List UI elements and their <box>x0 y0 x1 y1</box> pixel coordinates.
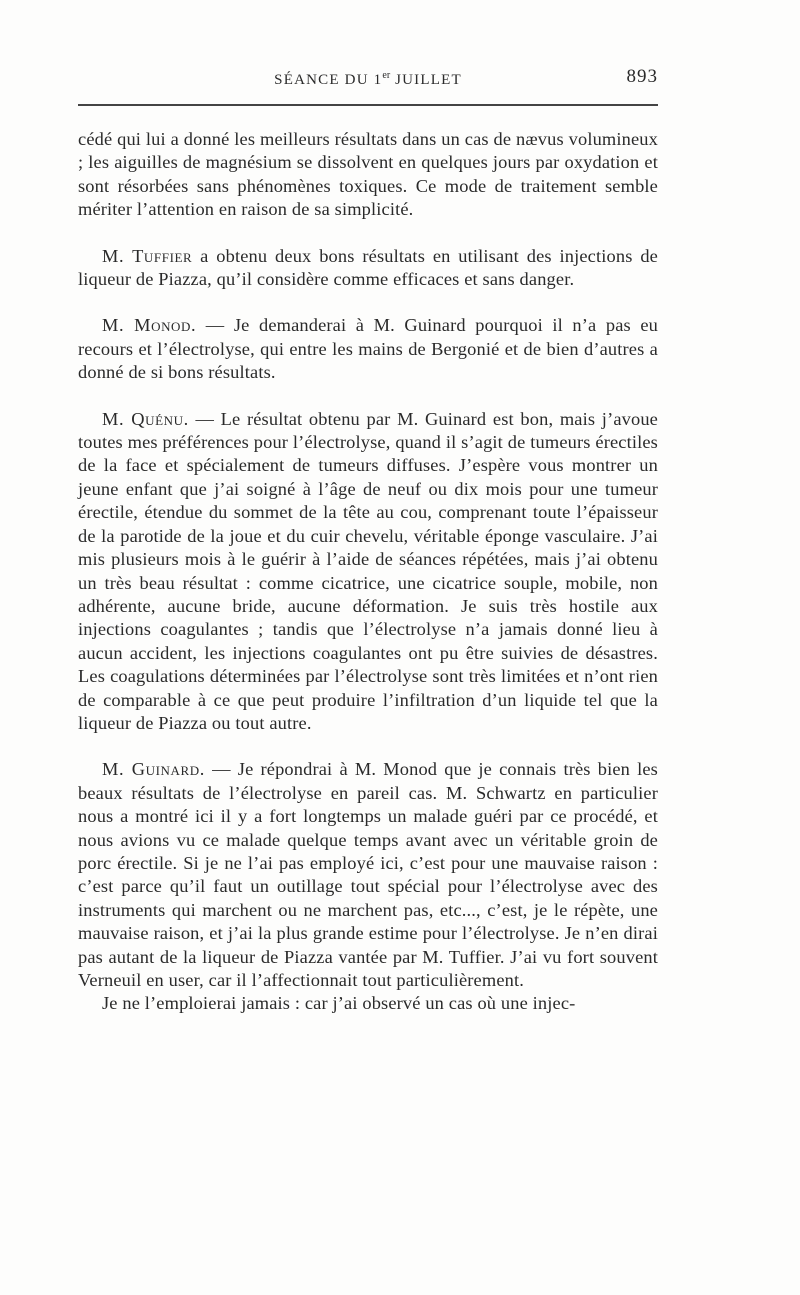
paragraph-continuation <box>78 128 658 222</box>
paragraph-text: a obtenu deux bons résultats en utilisant des injections de liqueur de Piazza, qu’il considère comme efficaces et sans danger. <box>78 245 658 290</box>
running-head-prefix: SÉANCE DU 1 <box>274 72 383 88</box>
speaker-name: M. Guinard. <box>102 759 205 780</box>
paragraph-guinard-continued <box>78 992 658 1015</box>
paragraph-tuffier <box>78 245 658 292</box>
paragraph-text: cédé qui lui a donné les meilleurs résultats dans un cas de nævus volumineux ; les aiguilles de magnésium se dissolvent en quelques jours par oxydation et sont résorbées sans phénomènes toxiques. Ce mode de traitement semble mériter l’attention en raison de sa simplicité. <box>78 129 658 220</box>
paragraph-monod <box>78 314 658 384</box>
speaker-name: M. Tuffier <box>102 245 193 266</box>
page-number: 893 <box>626 66 658 87</box>
speaker-name: M. Quénu. <box>102 408 189 429</box>
header-rule <box>78 104 658 106</box>
speaker-name: M. Monod. <box>102 315 197 336</box>
paragraph-quenu <box>78 408 658 736</box>
running-head <box>78 70 658 89</box>
running-head-superscript: er <box>382 70 391 81</box>
paragraph-guinard <box>78 758 658 992</box>
paragraph-text: Je ne l’emploierai jamais : car j’ai observé un cas où une injec- <box>102 993 576 1014</box>
body-text <box>78 128 658 1016</box>
running-head-suffix: JUILLET <box>395 72 462 88</box>
paragraph-text: — Je demanderai à M. Guinard pourquoi il n’a pas eu recours et l’électrolyse, qui entre les mains de Bergonié et de bien d’autres a donné de si bons résultats. <box>78 315 658 383</box>
paragraph-text: — Le résultat obtenu par M. Guinard est bon, mais j’avoue toutes mes préférences pour l’électrolyse, quand il s’agit de tumeurs érectiles de la face et spécialement de tumeurs diffuses. J’espère vous montrer un jeune enfant que j’ai soigné à l’âge de neuf ou dix mois pour une tumeur érectile, étendue du sommet de la tête au cou, comprenant toute l’épaisseur de la parotide de la joue et du cuir chevelu, véritable éponge vasculaire. J’ai mis plusieurs mois à le guérir à l’aide de séances répétées, mais j’ai obtenu un très beau résultat : comme cicatrice, une cicatrice souple, mobile, non adhérente, aucune bride, aucune déformation. Je suis très hostile aux injections coagulantes ; tandis que l’électrolyse n’a jamais donné lieu à aucun accident, les injections coagulantes ont pu être suivies de désastres. Les coagulations déterminées par l’électrolyse sont très limitées et n’ont rien de comparable à ce que peut produire l’infiltration d’un liquide tel que la liqueur de Piazza ou tout autre. <box>78 408 658 733</box>
paragraph-text: — Je répondrai à M. Monod que je connais très bien les beaux résultats de l’électrolyse en pareil cas. M. Schwartz en particulier nous a montré ici il y a fort longtemps un malade guéri par ce procédé, et nous avions vu ce malade quelque temps avant avec un véritable groin de porc érectile. Si je ne l’ai pas employé ici, c’est pour une mauvaise raison : c’est parce qu’il faut un outillage tout spécial pour l’électrolyse avec des instruments qui marchent ou ne marchent pas, etc..., c’est, je le répète, une mauvaise raison, et j’ai la plus grande estime pour l’électrolyse. Je n’en dirai pas autant de la liqueur de Piazza vantée par M. Tuffier. J’ai vu fort souvent Verneuil en user, car il l’affectionnait tout particulièrement. <box>78 759 658 990</box>
page-header <box>78 66 658 102</box>
